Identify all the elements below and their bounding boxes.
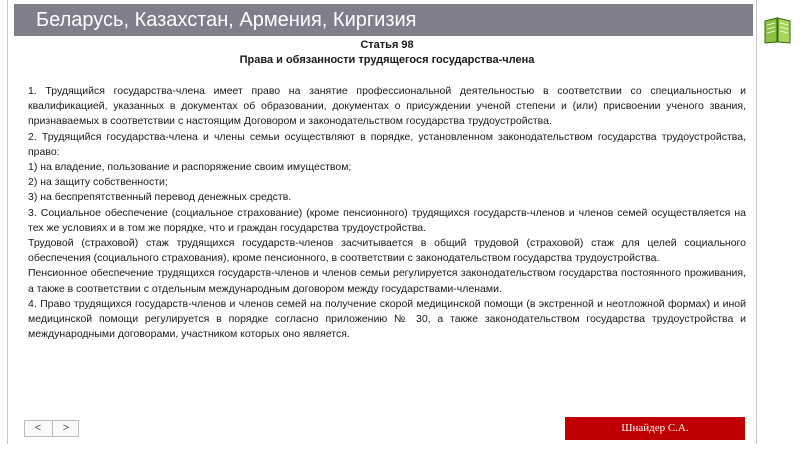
paragraph: 1. Трудящийся государства-члена имеет право на занятие профессиональной деятельностью в соответствии со специальностью и квалификацией, указанных в документах об образовании, документах о присуждении ученой степени и (или) присвоении ученого звания, признаваемых в соответствии с настоящим Договором и законодательством государства трудоустройства. — [28, 85, 746, 128]
slide-navigation — [24, 420, 79, 437]
paragraph: 3) на беспрепятственный перевод денежных средств. — [28, 191, 292, 204]
paragraph: 4. Право трудящихся государств-членов и членов семей на получение скорой медицинской помощи (в экстренной и неотложной формах) и иной медицинской помощи регулируется в порядке согласно приложению № 30, а также законодательством государства трудоустройства и международными договорами, участником которых оно является. — [28, 297, 746, 341]
paragraph: 3. Социальное обеспечение (социальное страхование) (кроме пенсионного) трудящихся государств-членов и членов семей осуществляется на тех же условиях и в том же порядке, что и граждан государства трудоустройства. — [28, 206, 746, 234]
paragraph: 1) на владение, пользование и распоряжение своим имуществом; — [28, 161, 352, 174]
article-number: Статья 98 — [360, 39, 414, 51]
paragraph: 2. Трудящийся государства-члена и члены семьи осуществляют в порядке, установленном законодательством государства трудоустройства, право: — [28, 130, 746, 158]
paragraph: 2) на защиту собственности; — [28, 176, 168, 189]
prev-slide-button[interactable]: < — [34, 422, 42, 434]
paragraph: Трудовой (страховой) стаж трудящихся государств-членов засчитывается в общий трудовой (страховой) стаж для целей социального обеспечения (социального страхования), кроме пенсионного, в соответствии с законодательством государства трудоустройства. — [28, 237, 746, 265]
article-content — [28, 38, 746, 342]
paragraph: Пенсионное обеспечение трудящихся государств-членов и членов семьи регулируется законодательством государства постоянного проживания, а также в соответствии с отдельным международным договором между государствами-членами. — [28, 267, 746, 295]
book-icon — [763, 16, 792, 44]
author-label: Шнайдер С.А. — [565, 417, 745, 440]
slide-title: Беларусь, Казахстан, Армения, Киргизия — [36, 9, 417, 31]
article-title: Права и обязанности трудящегося государства-члена — [239, 54, 535, 66]
next-slide-button[interactable]: > — [52, 421, 79, 436]
title-bar — [14, 4, 753, 36]
